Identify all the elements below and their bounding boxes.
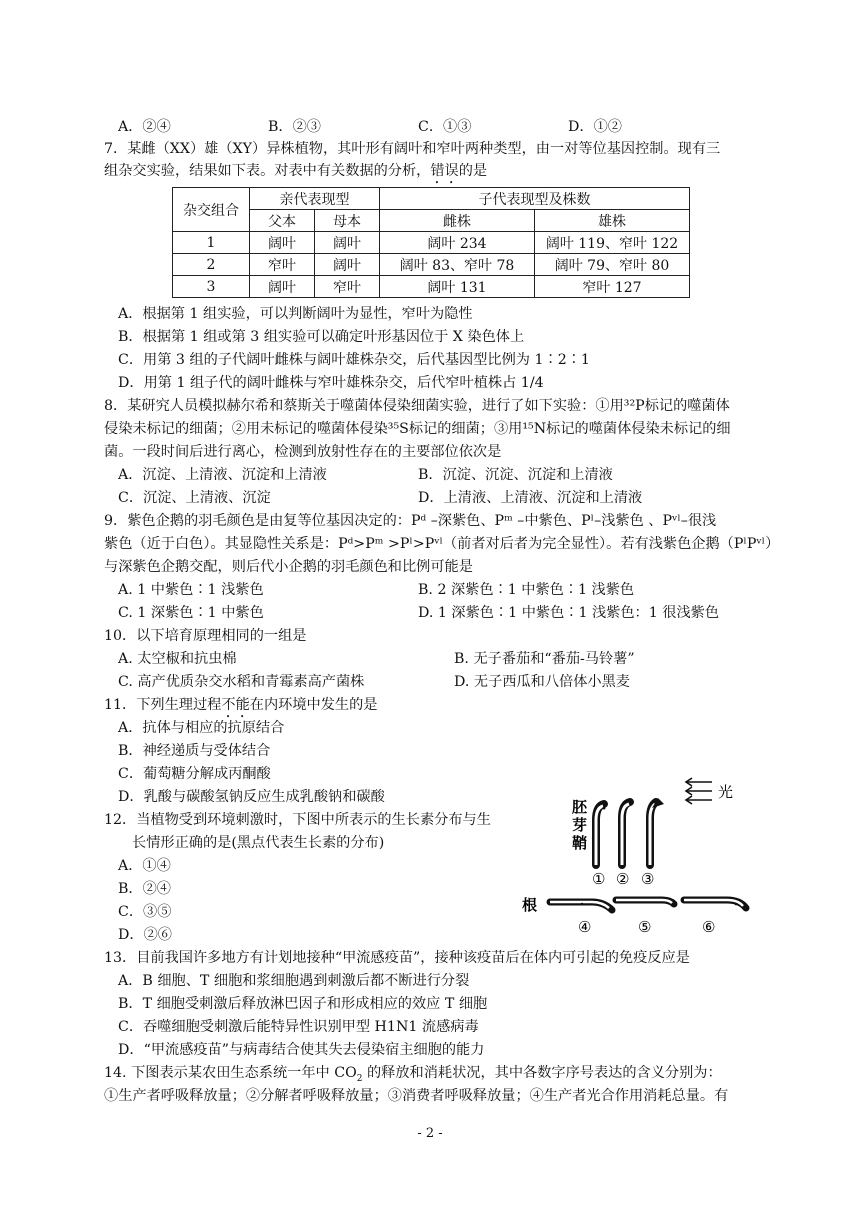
q13-option-c: C．吞噬细胞受刺激后能特异性识别甲型 H1N1 流感病毒 — [118, 1019, 479, 1035]
q12-option-a: A．①④ — [118, 858, 171, 874]
q9-option-c: C. 1 深紫色∶1 中紫色 — [118, 605, 264, 621]
coleoptile-3 — [650, 798, 664, 865]
q7-option-c: C．用第 3 组的子代阔叶雌株与阔叶雄株杂交，后代基因型比例为 1∶2∶1 — [118, 352, 590, 368]
header-male: 雄株 — [535, 210, 690, 232]
cell-mother: 阔叶 — [315, 254, 380, 276]
cell-group: 3 — [173, 276, 250, 298]
cell-father: 阔叶 — [250, 276, 315, 298]
coleoptile-1 — [596, 804, 606, 865]
q6-option-d: D．①② — [568, 119, 622, 135]
q13-option-d: D．“甲流感疫苗”与病毒结合使其失去侵染宿主细胞的能力 — [118, 1042, 485, 1058]
root-label: 根 — [522, 896, 538, 914]
cell-male: 窄叶 127 — [535, 276, 690, 298]
q11-option-b: B．神经递质与受体结合 — [118, 743, 271, 759]
q9-options-row2 — [118, 602, 718, 624]
q13-option-a: A．B 细胞、T 细胞和浆细胞遇到刺激后都不断进行分裂 — [118, 973, 470, 989]
cell-father: 阔叶 — [250, 232, 315, 254]
q13-stem: 13．目前我国许多地方有计划地接种“甲流感疫苗”，接种该疫苗后在体内可引起的免疫反应是 — [104, 950, 690, 966]
q8-option-c: C．沉淀、上清液、沉淀 — [118, 490, 271, 506]
q6-option-c: C．①③ — [418, 119, 472, 135]
q12-stem-line1: 12．当植物受到环境刺激时，下图中所表示的生长素分布与生 — [104, 812, 491, 828]
q8-stem-line1: 8．某研究人员模拟赫尔希和蔡斯关于噬菌体侵染细菌实验，进行了如下实验：①用³²P标记的噬菌体 — [104, 398, 730, 414]
q7-stem-end: 的是 — [458, 163, 488, 179]
q14-stem-part: 14. 下图表示某农田生态系统一年中 CO — [104, 1065, 357, 1081]
q9-stem-line1: 9．紫色企鹅的羽毛颜色是由复等位基因决定的：Pᵈ –深紫色、Pᵐ –中紫色、Pˡ–浅紫色 、Pᵛˡ–很浅 — [104, 513, 717, 529]
q10-stem: 10．以下培育原理相同的一组是 — [104, 628, 307, 644]
cell-group: 1 — [173, 232, 250, 254]
q9-stem-line2: 紫色（近于白色）。其显隐性关系是：Pᵈ>Pᵐ >Pˡ>Pᵛˡ（前者对后者为完全显性）。若有浅紫色企鹅（PˡPᵛˡ） — [104, 536, 780, 552]
figure-number-1: ① — [592, 870, 606, 888]
q7-option-d: D．用第 1 组子代的阔叶雌株与窄叶雄株杂交，后代窄叶植株占 1/4 — [118, 375, 544, 391]
cell-female: 阔叶 83、窄叶 78 — [380, 254, 535, 276]
table-subheader-row — [173, 210, 690, 232]
q9-option-b: B. 2 深紫色∶1 中紫色∶1 浅紫色 — [418, 582, 635, 598]
header-father: 父本 — [250, 210, 315, 232]
q9-option-d: D. 1 深紫色∶1 中紫色∶1 浅紫色：1 很浅紫色 — [418, 605, 720, 621]
q9-option-a: A. 1 中紫色∶1 浅紫色 — [118, 582, 264, 598]
q7-stem-line2 — [104, 160, 487, 187]
q8-option-d: D．上清液、上清液、沉淀和上清液 — [418, 490, 643, 506]
figure-number-5: ⑤ — [638, 918, 652, 936]
q6-option-a: A．②④ — [118, 119, 171, 135]
q7-stem-line1: 7．某雌（XX）雄（XY）异株植物，其叶形有阔叶和窄叶两种类型，由一对等位基因控制。现有三 — [104, 141, 721, 157]
cell-male: 阔叶 79、窄叶 80 — [535, 254, 690, 276]
q14-stem-line2: ①生产者呼吸释放量；②分解者呼吸释放量；③消费者呼吸释放量；④生产者光合作用消耗总量。有 — [104, 1088, 729, 1104]
q12-option-d: D．②⑥ — [118, 927, 172, 943]
root-5 — [616, 900, 674, 904]
page-number: - 2 - — [417, 1126, 443, 1141]
q11-stem-end: 在内环境中发生的是 — [249, 697, 378, 713]
root-6 — [684, 900, 746, 908]
q14-co2-subscript: 2 — [356, 1073, 363, 1084]
q10-options-row1 — [118, 648, 635, 670]
figure-number-6: ⑥ — [702, 918, 716, 936]
figure-number-2: ② — [616, 870, 630, 888]
cell-group: 2 — [173, 254, 250, 276]
cell-female: 阔叶 234 — [380, 232, 535, 254]
coleoptile-label-1: 胚 — [572, 798, 588, 816]
q12-stem-line2: 长情形正确的是(黑点代表生长素的分布) — [132, 835, 385, 851]
q12-option-b: B．②④ — [118, 881, 171, 897]
cell-male: 阔叶 119、窄叶 122 — [535, 232, 690, 254]
cell-female: 阔叶 131 — [380, 276, 535, 298]
table-row — [173, 276, 690, 298]
q8-options-row1 — [118, 464, 718, 486]
light-arrows — [686, 778, 712, 804]
q10-option-d: D. 无子西瓜和八倍体小黑麦 — [454, 674, 630, 690]
q7-stem-part: 组杂交实验，结果如下表。对表中有关数据的分析， — [104, 163, 431, 179]
cell-mother: 窄叶 — [315, 276, 380, 298]
q10-options-row2 — [118, 671, 630, 693]
table-row — [173, 232, 690, 254]
table-header-row — [173, 188, 690, 210]
header-offspring-phenotype: 子代表现型及株数 — [380, 188, 690, 210]
auxin-distribution-figure — [512, 770, 752, 940]
header-mother: 母本 — [315, 210, 380, 232]
table-row — [173, 254, 690, 276]
q10-option-b: B. 无子番茄和“番茄-马铃薯” — [454, 651, 635, 667]
q8-stem-line2: 侵染未标记的细菌；②用未标记的噬菌体侵染³⁵S标记的细菌；③用¹⁵N标记的噬菌体侵染未标记的细 — [104, 421, 731, 437]
q6-option-b: B．②③ — [268, 119, 321, 135]
q7-option-b: B．根据第 1 组或第 3 组实验可以确定叶形基因位于 X 染色体上 — [118, 329, 525, 345]
coleoptile-2 — [622, 802, 630, 865]
q13-option-b: B．T 细胞受刺激后释放淋巴因子和形成相应的效应 T 细胞 — [118, 996, 488, 1012]
q7-option-a: A．根据第 1 组实验，可以判断阔叶为显性，窄叶为隐性 — [118, 306, 473, 322]
cell-father: 窄叶 — [250, 254, 315, 276]
q10-option-a: A. 太空椒和抗虫棉 — [118, 651, 237, 667]
q11-stem-part: 11．下列生理过程 — [104, 697, 222, 713]
q10-option-c: C. 高产优质杂交水稻和青霉素高产菌株 — [118, 674, 365, 690]
root-4 — [550, 902, 612, 910]
q11-option-d: D．乳酸与碳酸氢钠反应生成乳酸钠和碳酸 — [118, 789, 385, 805]
header-parent-phenotype: 亲代表现型 — [250, 188, 380, 210]
q9-stem-line3: 与深紫色企鹅交配，则后代小企鹅的羽毛颜色和比例可能是 — [104, 559, 473, 575]
coleoptile-label-3: 鞘 — [572, 834, 588, 852]
q6-options — [118, 116, 718, 138]
figure-number-3: ③ — [641, 870, 655, 888]
q8-options-row2 — [118, 487, 718, 509]
cell-mother: 阔叶 — [315, 232, 380, 254]
q9-options-row1 — [118, 579, 718, 601]
q12-option-c: C．③⑤ — [118, 904, 172, 920]
q11-option-a: A．抗体与相应的抗原结合 — [118, 720, 285, 736]
q14-stem-rest: 的释放和消耗状况，其中各数字序号表达的含义分别为： — [362, 1065, 722, 1081]
cross-results-table — [172, 187, 690, 298]
header-cross-group: 杂交组合 — [173, 188, 250, 232]
q8-stem-line3: 菌。一段时间后进行离心，检测到放射性存在的主要部位依次是 — [104, 444, 502, 460]
header-female: 雌株 — [380, 210, 535, 232]
light-label: 光 — [718, 783, 734, 801]
q11-emphasis-word: 不能 — [221, 697, 250, 713]
q8-option-b: B．沉淀、沉淀、沉淀和上清液 — [418, 467, 613, 483]
coleoptile-label-2: 芽 — [572, 816, 588, 834]
figure-number-4: ④ — [578, 918, 592, 936]
q11-option-c: C．葡萄糖分解成丙酮酸 — [118, 766, 271, 782]
q8-option-a: A．沉淀、上清液、沉淀和上清液 — [118, 467, 327, 483]
q7-emphasis-word: 错误 — [430, 163, 459, 179]
